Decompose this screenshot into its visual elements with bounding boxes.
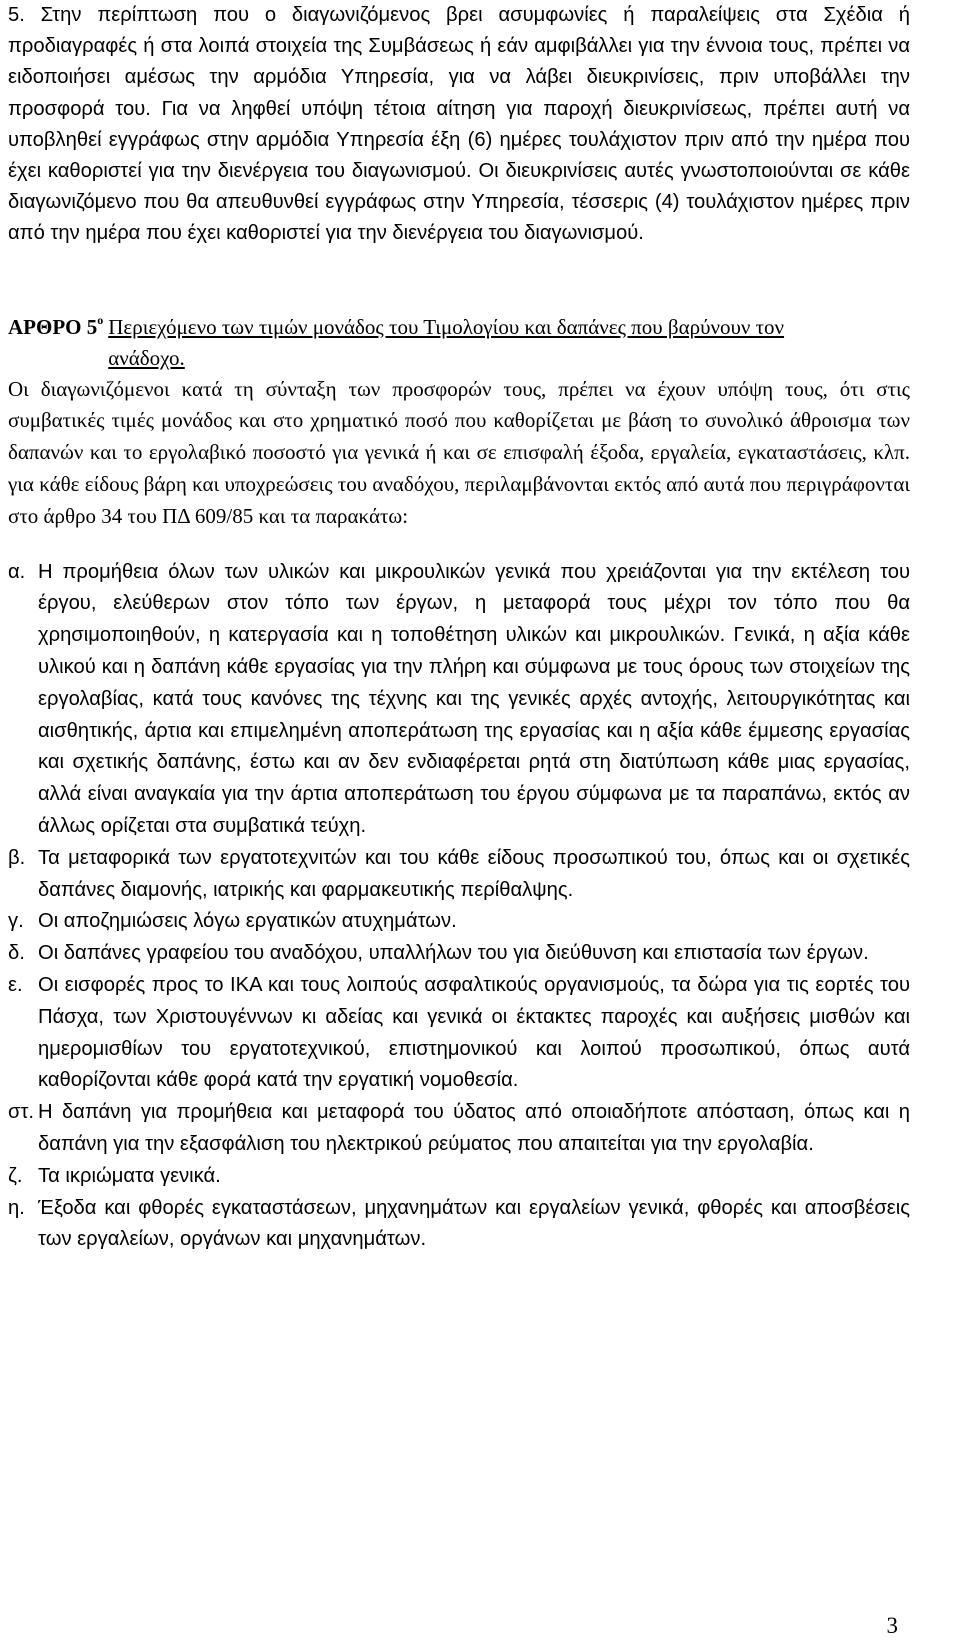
list-item <box>8 557 910 843</box>
item-text: Έξοδα και φθορές εγκαταστάσεων, μηχανημάτων και εργαλείων γενικά, φθορές και αποσβέσεις των εργαλείων, οργάνων και μηχανημάτων. <box>38 1196 910 1251</box>
article-intro: Οι διαγωνιζόμενοι κατά τη σύνταξη των προσφορών τους, πρέπει να έχουν υπόψη τους, ότι στις συμβατικές τιμές μονάδος και στο χρηματικό ποσό που καθορίζεται με βάση το συνολικό άθροισμα των δαπανών και το εργολαβικό ποσοστό για γενικά ή και σε επισφαλή έξοδα, εργαλεία, εγκαταστάσεις, κλπ. για κάθε είδους βάρη και υποχρεώσεις του αναδόχου, περιλαμβάνονται εκτός από αυτά που περιγράφονται στο άρθρο 34 του ΠΔ 609/85 και τα παρακάτω: <box>8 376 910 528</box>
article-ordinal: ο <box>97 312 104 327</box>
article-title: Περιεχόμενο των τιμών μονάδος του Τιμολογίου και δαπάνες που βαρύνουν τον ανάδοχο. <box>108 314 785 370</box>
item-marker: α. <box>8 560 26 583</box>
item-text: Τα ικριώματα γενικά. <box>38 1164 221 1187</box>
list-item <box>8 938 910 970</box>
item-text: Η δαπάνη για προμήθεια και μεταφορά του ύδατος από οποιαδήποτε απόσταση, όπως και η δαπάνη για την εξασφάλιση του ηλεκτρικού ρεύματος που απαιτείται για την εργολαβία. <box>38 1101 910 1155</box>
item-marker: η. <box>8 1196 25 1219</box>
item-text: Τα μεταφορικά των εργατοτεχνιτών και του κάθε είδους προσωπικού του, όπως και οι σχετικές δαπάνες διαμονής, ιατρικής και φαρμακευτικής περίθαλψης. <box>38 846 910 901</box>
item-text: Η προμήθεια όλων των υλικών και μικρουλικών γενικά που χρειάζονται για την εκτέλεση του έργου, ελεύθερων στον τόπο των έργων, η μεταφορά τους μέχρι τον τόπο που θα χρησιμοποιηθούν, η κατεργασία και η τοποθέτηση υλικών και μικρουλικών. Γενικά, η αξία κάθε υλικού και η δαπάνη κάθε εργασίας για την πλήρη και σύμφωνα με τους όρους των στοιχείων της εργολαβίας, κατά τους κανόνες της τέχνης και της γενικές αρχές αντοχής, λειτουργικότητας και αισθητικής, άρτια και επιμελημένη αποπεράτωση της εργασίας και η αξία κάθε έμμεσης εργασίας και σχετικής δαπάνης, έστω και αν δεν ενδιαφέρεται ρητά στη διατύπωση κάθε μιας εργασίας, αλλά είναι αναγκαία για την άρτια αποπεράτωση του έργου σύμφωνα με τα παραπάνω, εκτός αν άλλως ορίζεται στα συμβατικά τεύχη. <box>38 560 910 837</box>
item-text: Οι δαπάνες γραφείου του αναδόχου, υπαλλήλων του για διεύθυνση και επιστασία των έργων. <box>38 942 869 965</box>
article-heading <box>8 312 910 374</box>
cost-items-list <box>8 557 910 1257</box>
item-text: Οι αποζημιώσεις λόγω εργατικών ατυχημάτων. <box>38 910 457 933</box>
paragraph-5: 5. Στην περίπτωση που ο διαγωνιζόμενος βρει ασυμφωνίες ή παραλείψεις στα Σχέδια ή προδιαγραφές ή στα λοιπά στοιχεία της Συμβάσεως ή εάν αμφιβάλλει για την έννοια τους, πρέπει να ειδοποιήσει αμέσως την αρμόδια Υπηρεσία, για να λάβει διευκρινίσεις, πριν υποβάλλει την προσφορά του. Για να ληφθεί υπόψη τέτοια αίτηση για παροχή διευκρινίσεως, πρέπει αυτή να υποβληθεί εγγράφως στην αρμόδια Υπηρεσία έξη (6) ημέρες τουλάχιστον πριν από την ημέρα που έχει καθοριστεί για την διενέργεια του διαγωνισμού. Οι διευκρινίσεις αυτές γνωστοποιούνται σε κάθε διαγωνιζόμενο που θα απευθυνθεί εγγράφως στην Υπηρεσία, τέσσερις (4) τουλάχιστον ημέρες πριν από την ημέρα που έχει καθοριστεί για την διενέργεια του διαγωνισμού. <box>8 4 910 245</box>
article-label: ΑΡΘΡΟ $5^o$ <box>8 312 104 339</box>
page-number: 3 <box>886 1613 898 1638</box>
item-marker: β. <box>8 846 26 869</box>
item-marker: ζ. <box>8 1164 23 1187</box>
item-marker: γ. <box>8 910 24 933</box>
item-marker: δ. <box>8 942 25 965</box>
list-item <box>8 970 910 1097</box>
list-item <box>8 906 910 938</box>
item-text: Οι εισφορές προς το ΙΚΑ και τους λοιπούς ασφαλτικούς οργανισμούς, τα δώρα για τις εορτές του Πάσχα, των Χριστουγέννων κι αδείας και γενικά οι έκτακτες παροχές και αυξήσεις μισθών και ημερομισθίων του εργατοτεχνικού, επιστημονικού και λοιπού προσωπικού, όπως αυτά καθορίζονται κάθε φορά κατά την εργατική νομοθεσία. <box>38 973 910 1092</box>
item-marker: στ. <box>8 1101 35 1124</box>
item-marker: ε. <box>8 973 23 996</box>
list-item <box>8 1161 910 1193</box>
list-item <box>8 843 910 907</box>
document-page <box>8 0 910 1256</box>
list-item <box>8 1193 910 1257</box>
list-item <box>8 1097 910 1161</box>
